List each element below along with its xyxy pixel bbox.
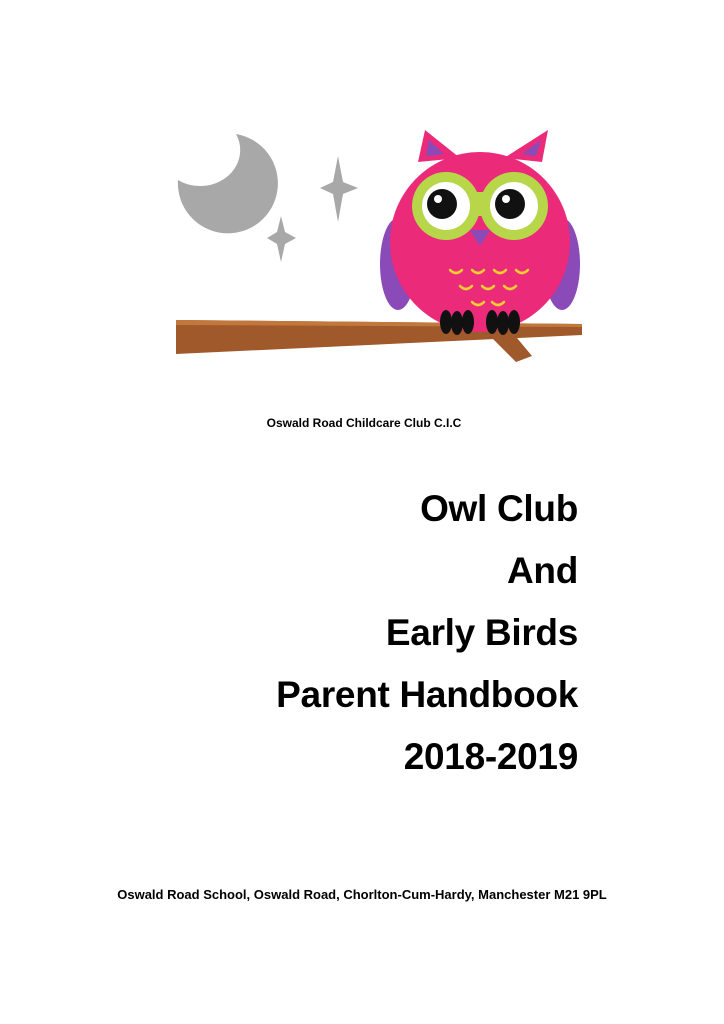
branch [176, 320, 582, 362]
handbook-title [276, 478, 578, 788]
address: Oswald Road School, Oswald Road, Chorlton-Cum-Hardy, Manchester M21 9PL [117, 887, 607, 902]
owl-on-branch-illustration [170, 122, 590, 372]
moon-icon [178, 134, 278, 233]
star-icon [320, 156, 358, 222]
title-line: Parent Handbook [276, 674, 578, 715]
title-line: 2018-2019 [403, 736, 578, 777]
owl [380, 130, 580, 335]
title-line: Early Birds [385, 612, 578, 653]
title-line: Owl Club [420, 488, 578, 529]
organisation-name: Oswald Road Childcare Club C.I.C [266, 416, 462, 430]
title-line: And [506, 550, 578, 591]
star-icon [267, 216, 296, 262]
